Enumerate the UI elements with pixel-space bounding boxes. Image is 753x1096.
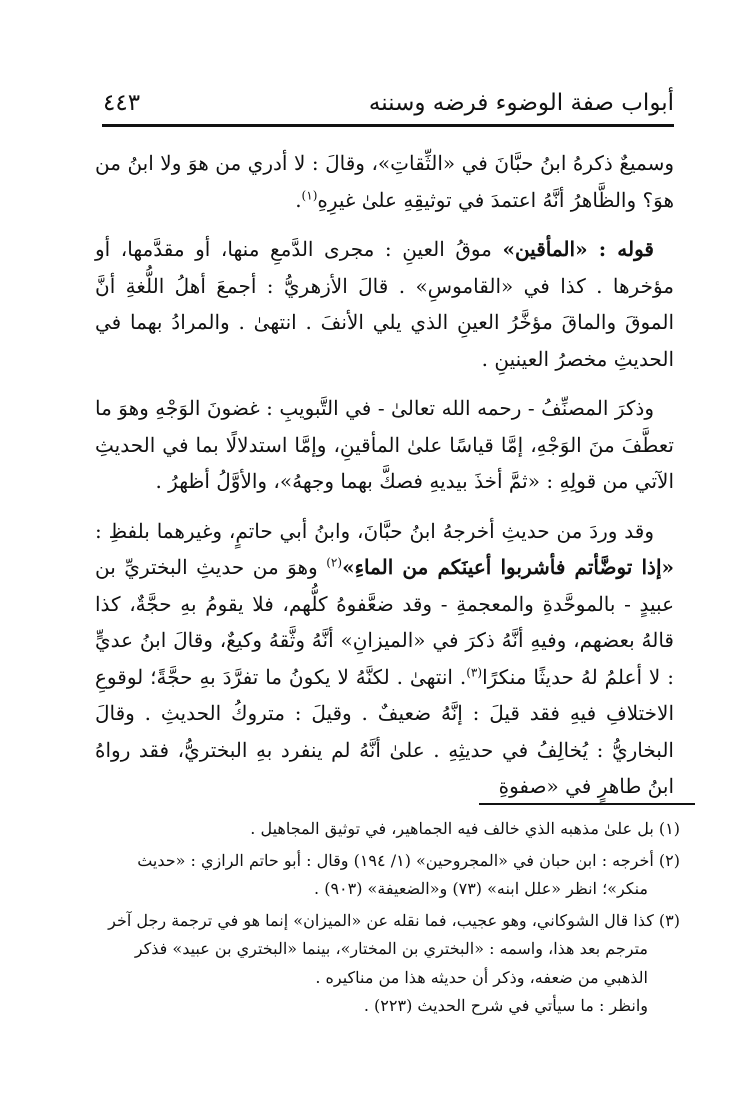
- paragraph-4: [95, 513, 674, 805]
- footnote-number: (١): [658, 819, 680, 838]
- paragraph-2-lead: قوله : «المأقين»: [502, 237, 654, 261]
- footnote-3: [95, 907, 680, 1021]
- footnote-ref-3[interactable]: (٣): [466, 664, 483, 679]
- footnote-ref-1[interactable]: (١): [301, 187, 318, 202]
- paragraph-2-text: موقُ العينِ : مجرى الدَّمعِ منها، أو مقدَّمها، أو مؤخرها . كذا في «القاموسِ» . قالَ الأزهريُّ : أجمعَ أهلُ اللُّغةِ أنَّ الموقَ والماقَ مؤخَّرُ العينِ الذي يلي الأنفَ . انتهىٰ . والمرادُ بهما في الحديثِ مخصرُ العينينِ .: [95, 237, 674, 371]
- paragraph-4-text-c: . انتهىٰ . لكنَّهُ لا يكونُ ما تفرَّدَ بهِ حجَّةً؛ لوقوعِ الاختلافِ فيهِ فقد قيلَ : إنَّهُ ضعيفٌ . وقيلَ : متروكُ الحديثِ . وقالَ البخاريُّ : يُخالِفُ في حديثِهِ . علىٰ أنَّهُ لم ينفرد بهِ البختريُّ، فقد رواهُ ابنُ طاهرٍ في «صفوةِ: [95, 664, 674, 798]
- paragraph-1: [95, 145, 674, 218]
- paragraph-4-text-a: وقد وردَ من حديثِ أخرجهُ ابنُ حبَّانَ، وابنُ أبي حاتمٍ، وغيرهما بلفظِ :: [95, 518, 654, 543]
- paragraph-2: [95, 231, 674, 377]
- paragraph-3: [95, 390, 674, 500]
- paragraph-1-end: .: [295, 187, 302, 212]
- footnotes: [95, 815, 680, 1024]
- footnote-text: بل علىٰ مذهبه الذي خالف فيه الجماهير، في توثيق المجاهيل .: [250, 819, 654, 838]
- footnote-2: [95, 847, 680, 904]
- main-text: [95, 145, 674, 818]
- header-rule: [102, 124, 674, 127]
- footnote-separator: [479, 803, 695, 805]
- footnote-text: أخرجه : ابن حبان في «المجروحين» (١/ ١٩٤) وقال : أبو حاتم الرازي : «حديث منكر»؛ انظر «علل ابنه» (٧٣) و«الضعيفة» (٩٠٣) .: [137, 850, 654, 898]
- chapter-title: أبواب صفة الوضوء فرضه وسننه: [368, 90, 674, 116]
- footnote-ref-2[interactable]: (٢): [326, 555, 343, 570]
- paragraph-4-text-b: وهوَ من حديثِ البختريِّ بن عبيدٍ - بالموحَّدةِ والمعجمةِ - وقد ضعَّفوهُ كلُّهم، فلا يقومُ بهِ حجَّةٌ، كذا قالهُ بعضهم، وفيهِ أنَّهُ ذكرَ في «الميزانِ» أنَّهُ وثَّقهُ وكيعٌ، وقالَ ابنُ عديٍّ : لا أعلمُ لهُ حديثًا منكرًا: [95, 555, 674, 689]
- hadith-quote: «إذا توضَّأتم فأشربوا أعينَكم من الماءِ»: [342, 555, 674, 579]
- paragraph-1-text: وسميعٌ ذكرهُ ابنُ حبَّانَ في «الثِّقاتِ»، وقالَ : لا أدري من هوَ ولا ابنُ من هوَ؟ والظَّاهرُ أنَّهُ اعتمدَ في توثيقِهِ علىٰ غيرِهِ: [95, 151, 674, 212]
- page-number: ٤٤٣: [103, 90, 141, 116]
- running-header: [103, 86, 674, 116]
- paragraph-3-text: وذكرَ المصنِّفُ - رحمه الله تعالىٰ - في التَّبويبِ : غضونَ الوَجْهِ وهوَ ما تعطَّفَ منَ الوَجْهِ، إمَّا قياسًا علىٰ المأقينِ، وإمَّا استدلالًا بما في الحديثِ الآتي من قولِهِ : «ثمَّ أخذَ بيديهِ فصكَّ بهما وجههُ»، والأوَّلُ أظهرُ .: [95, 396, 674, 493]
- footnote-number: (٣): [658, 910, 680, 930]
- footnote-text: كذا قال الشوكاني، وهو عجيب، فما نقله عن «الميزان» إنما هو في ترجمة رجل آخر مترجم بعد هذا، واسمه : «البختري بن المختار»، بينما «البختري بن عبيد» فذكر الذهبي من ضعفه، وذكر أن حديثه هذا من مناكيره .: [108, 910, 654, 987]
- footnote-1: [95, 815, 680, 844]
- footnote-continuation: وانظر : ما سيأتي في شرح الحديث (٢٢٣) .: [363, 996, 648, 1015]
- footnote-number: (٢): [658, 850, 680, 870]
